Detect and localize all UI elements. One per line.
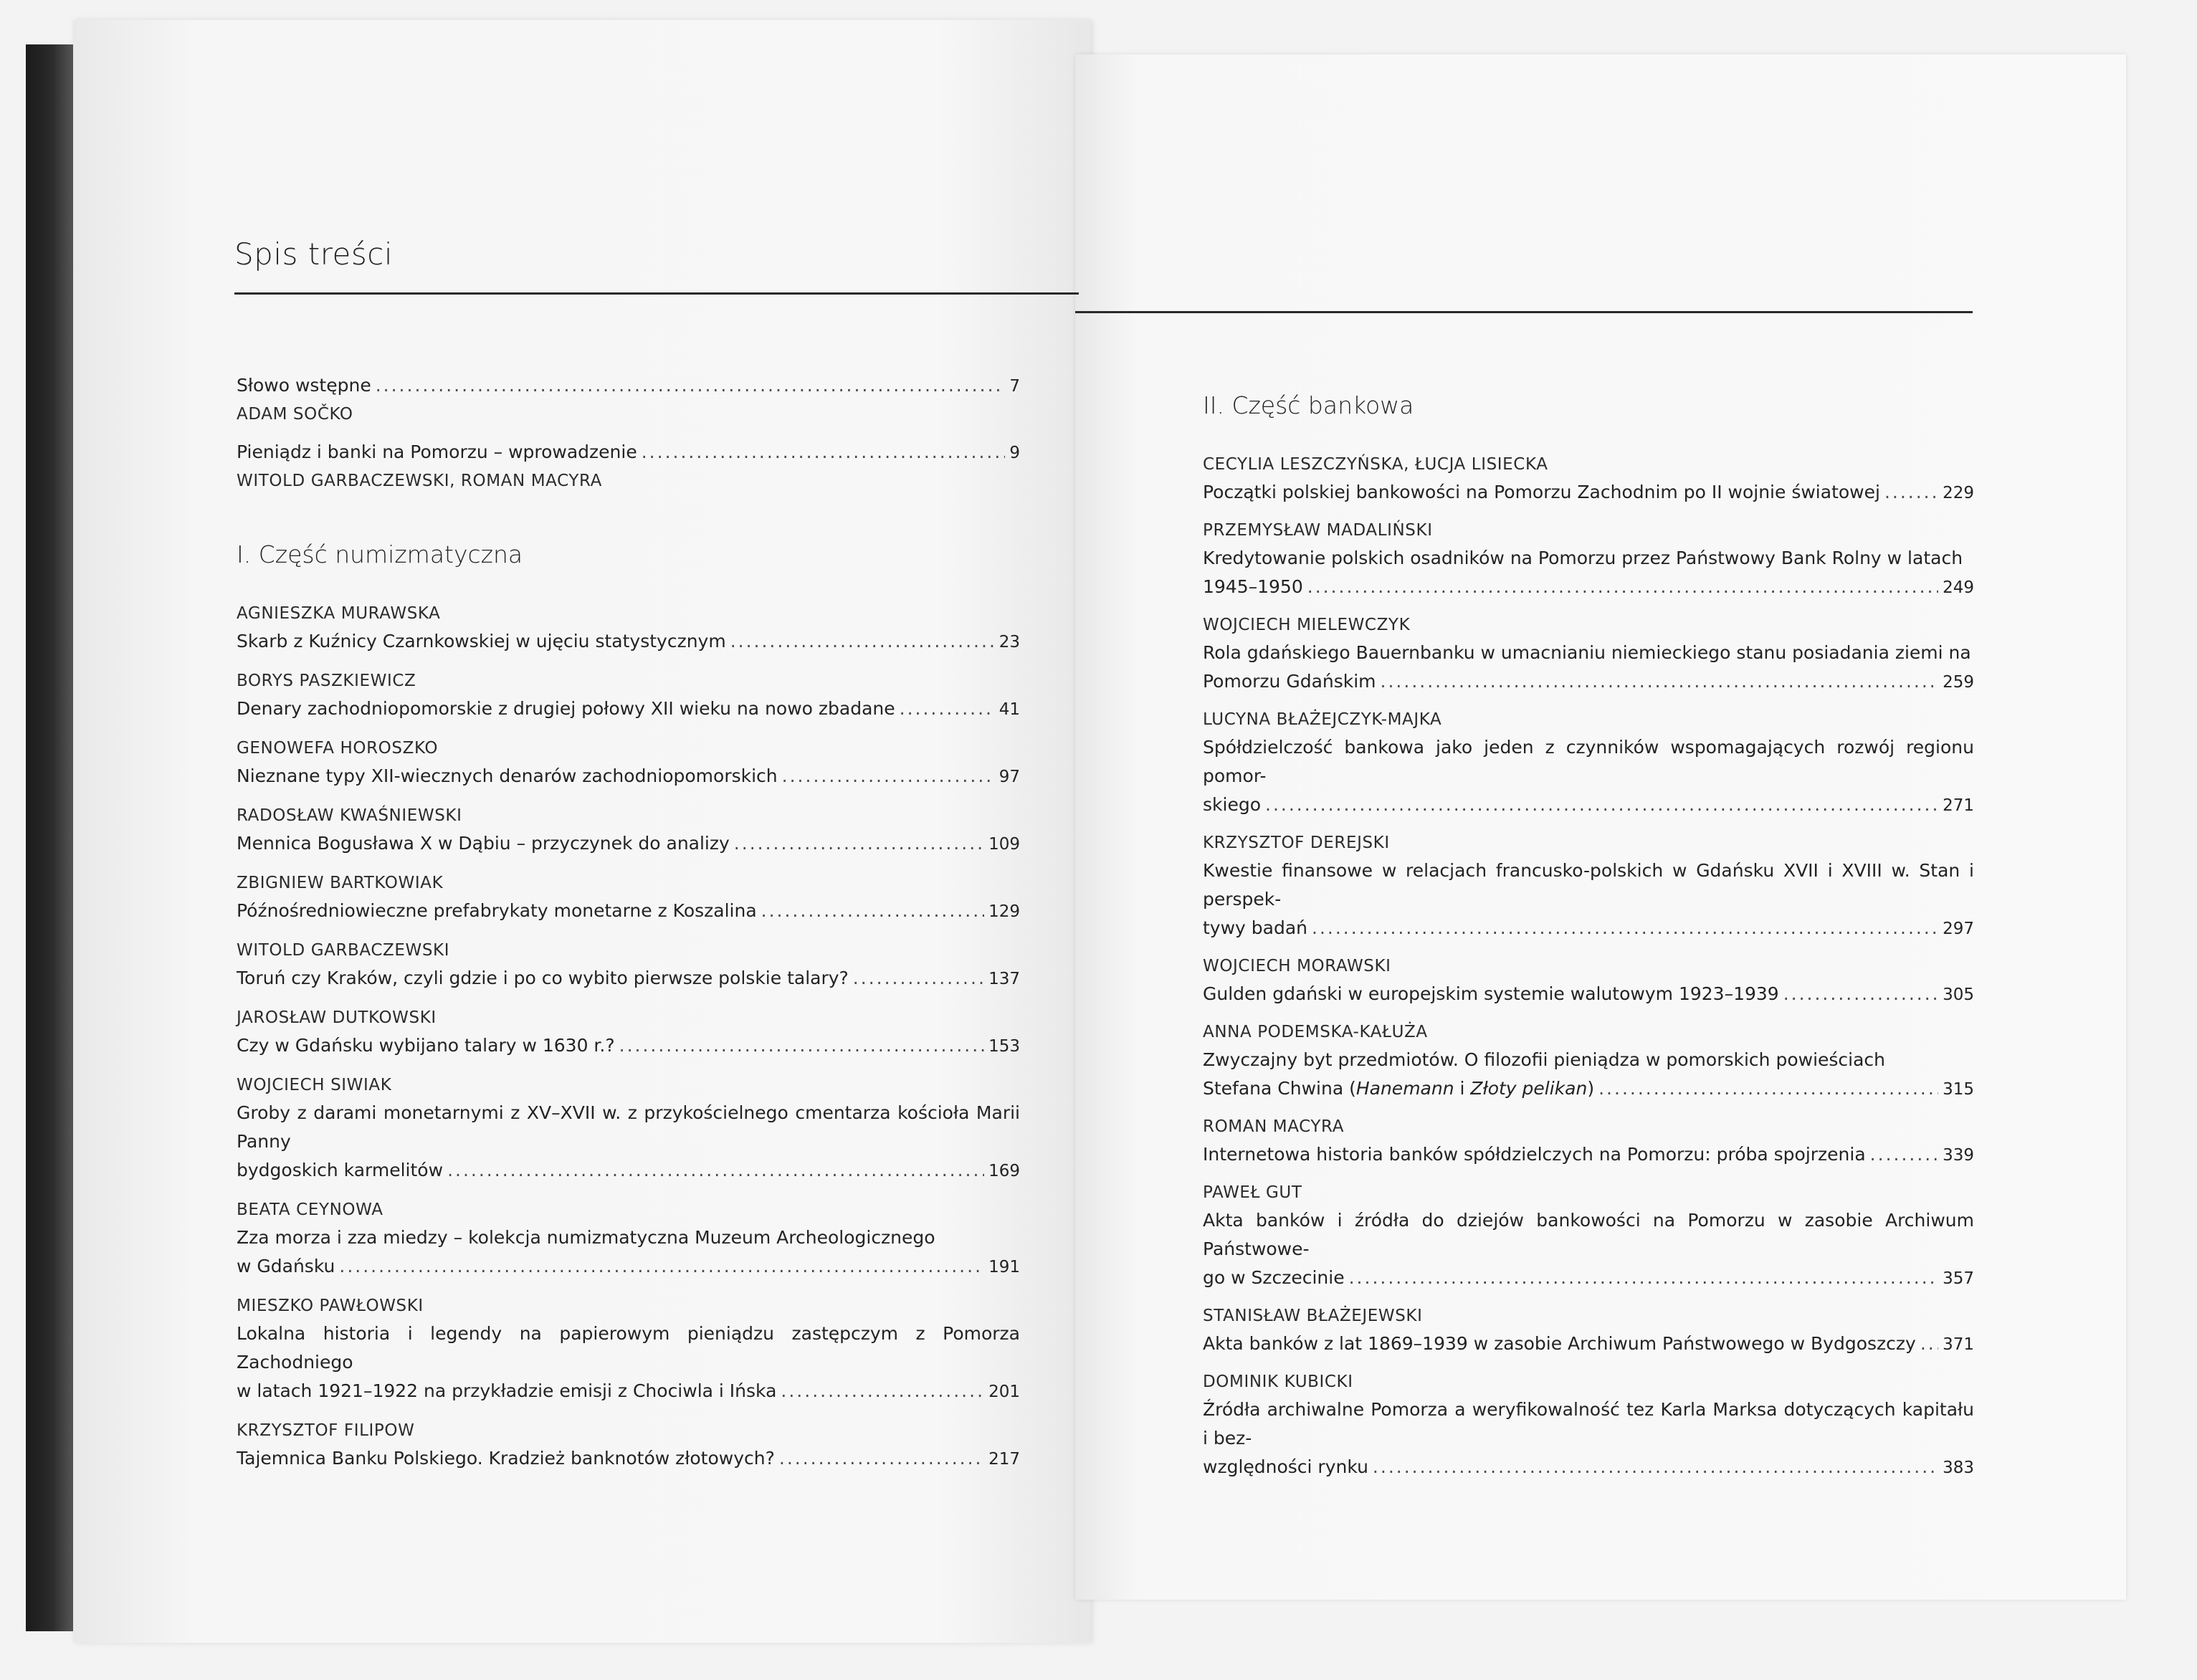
toc-entry: [1203, 706, 1974, 820]
entry-title: Tajemnica Banku Polskiego. Kradzież banknotów złotowych?: [237, 1448, 775, 1469]
page-number: 169: [988, 1162, 1020, 1180]
toc-entry-line: [1203, 791, 1974, 820]
page-title: Spis treści: [234, 237, 394, 272]
toc-entry: [1203, 1018, 1974, 1104]
entry-title-tail: [1203, 1074, 1594, 1103]
header-rule-left: [234, 292, 1079, 295]
toc-entry-line: [237, 1444, 1020, 1474]
page-number: 259: [1943, 673, 1974, 692]
entry-title-lead: Zza morza i zza miedzy – kolekcja numizmatyczna Muzeum Archeologicznego: [237, 1227, 935, 1248]
entry-title: Pieniądz i banki na Pomorzu – wprowadzenie: [237, 442, 637, 462]
toc-entry-line: [1203, 478, 1974, 507]
leader-dots: [734, 829, 984, 858]
leader-dots: [730, 627, 995, 656]
toc-entry-line: [237, 762, 1020, 791]
entry-author: WITOLD GARBACZEWSKI: [237, 941, 450, 960]
toc-left-column: [237, 371, 1020, 1474]
entry-title-tail: bydgoskich karmelitów: [237, 1160, 444, 1180]
entry-title-lead: Zwyczajny byt przedmiotów. O filozofii pieniądza w pomorskich powieściach: [1203, 1049, 1886, 1070]
page-number: 97: [999, 768, 1020, 786]
entry-author: MIESZKO PAWŁOWSKI: [237, 1297, 424, 1315]
entry-title: Toruń czy Kraków, czyli gdzie i po co wybito pierwsze polskie talary?: [237, 968, 849, 988]
title-italic: Hanemann: [1355, 1078, 1454, 1099]
page-number: 23: [999, 633, 1020, 652]
header-rule-right: [1075, 311, 1973, 313]
entry-author: BEATA CEYNOWA: [237, 1201, 383, 1219]
entry-author: STANISŁAW BŁAŻEJEWSKI: [1203, 1307, 1423, 1325]
entry-author: ADAM SOČKO: [237, 405, 353, 424]
entry-author: WOJCIECH MORAWSKI: [1203, 957, 1391, 975]
page-number: 305: [1943, 985, 1974, 1004]
toc-entry-intro: [237, 438, 1020, 495]
entry-title-tail: skiego: [1203, 794, 1261, 815]
entry-author: AGNIESZKA MURAWSKA: [237, 604, 441, 623]
entry-title-lead: Lokalna historia i legendy na papierowym pieniądzu zastępczym z Pomorza Zachodniego: [237, 1323, 1020, 1373]
toc-entry: [1203, 1113, 1974, 1170]
entry-author: WOJCIECH SIWIAK: [237, 1076, 392, 1094]
toc-entry: [237, 1417, 1020, 1474]
toc-entry-intro: [237, 371, 1020, 428]
entry-title-tail: względności rynku: [1203, 1456, 1368, 1477]
toc-entry: [237, 1072, 1020, 1185]
toc-entry-line: [237, 1156, 1020, 1185]
section-title: II. Część bankowa: [1203, 391, 1414, 419]
entry-title-lead: Akta banków i źródła do dziejów bankowości na Pomorzu w zasobie Archiwum Państwowe-: [1203, 1210, 1974, 1259]
toc-entry: [1203, 451, 1974, 507]
page-number: 137: [988, 970, 1020, 988]
leader-dots: [1884, 478, 1938, 507]
page-number: 315: [1943, 1080, 1974, 1099]
leader-dots: [900, 695, 995, 723]
toc-entry: [237, 802, 1020, 859]
entry-author: PAWEŁ GUT: [1203, 1183, 1302, 1202]
entry-title-lead: Źródła archiwalne Pomorza a weryfikowalność tez Karla Marksa dotyczących kapitału i bez-: [1203, 1399, 1974, 1448]
entry-title: Skarb z Kuźnicy Czarnkowskiej w ujęciu statystycznym: [237, 631, 726, 652]
leader-dots: [447, 1156, 984, 1185]
toc-entry-line: [237, 1252, 1020, 1282]
entry-title: Mennica Bogusława X w Dąbiu – przyczynek do analizy: [237, 833, 730, 854]
toc-entry: [1203, 517, 1974, 602]
page-number: 41: [999, 700, 1020, 719]
entry-title-lead: Spółdzielczość bankowa jako jeden z czynników wspomagających rozwój regionu pomor-: [1203, 737, 1974, 786]
page-number: 109: [988, 835, 1020, 854]
entry-title: Początki polskiej bankowości na Pomorzu Zachodnim po II wojnie światowej: [1203, 482, 1880, 502]
page-number: 201: [988, 1383, 1020, 1401]
toc-entry: [237, 600, 1020, 657]
leader-dots: [853, 964, 984, 993]
entry-title-lead: Kwestie finansowe w relacjach francusko-polskich w Gdańsku XVII i XVIII w. Stan i perspek-: [1203, 860, 1974, 910]
page-number: 383: [1943, 1459, 1974, 1477]
toc-entry: [1203, 611, 1974, 697]
toc-entry-line: [1203, 667, 1974, 697]
title-italic: Złoty pelikan: [1470, 1078, 1588, 1099]
leader-dots: [619, 1031, 984, 1060]
book-spine: [26, 44, 75, 1631]
toc-entry-line: [237, 1377, 1020, 1406]
leader-dots: [1783, 980, 1938, 1008]
entry-author: CECYLIA LESZCZYŃSKA, ŁUCJA LISIECKA: [1203, 455, 1548, 474]
entry-author: JAROSŁAW DUTKOWSKI: [237, 1008, 437, 1027]
entry-title-tail: 1945–1950: [1203, 576, 1303, 597]
leader-dots: [376, 371, 1006, 400]
toc-entry-line: [237, 371, 1020, 401]
page-number: 339: [1943, 1146, 1974, 1165]
toc-entry-line: [1203, 1140, 1974, 1170]
page-number: 7: [1009, 377, 1020, 396]
leader-dots: [1349, 1264, 1938, 1292]
entry-title: Denary zachodniopomorskie z drugiej połowy XII wieku na nowo zbadane: [237, 698, 895, 719]
toc-entry-line: [1203, 1453, 1974, 1482]
entry-title: Czy w Gdańsku wybijano talary w 1630 r.?: [237, 1035, 615, 1056]
entry-author: DOMINIK KUBICKI: [1203, 1373, 1353, 1391]
toc-entry-line: [1203, 980, 1974, 1009]
toc-entry-line: [1203, 1264, 1974, 1293]
entry-title: Gulden gdański w europejskim systemie walutowym 1923–1939: [1203, 983, 1779, 1004]
toc-entry-line: [237, 829, 1020, 859]
toc-entry-line: [1203, 573, 1974, 602]
toc-entry-line: [1203, 1074, 1974, 1104]
title-text: Stefana Chwina (: [1203, 1078, 1356, 1099]
toc-entry: [237, 1196, 1020, 1282]
toc-entry-line: [237, 964, 1020, 993]
entry-author: ZBIGNIEW BARTKOWIAK: [237, 874, 444, 892]
toc-entry: [237, 1004, 1020, 1061]
leader-dots: [642, 438, 1006, 467]
page-number: 129: [988, 902, 1020, 921]
page-number: 217: [988, 1450, 1020, 1469]
toc-entry: [1203, 1179, 1974, 1293]
toc-entry: [1203, 953, 1974, 1009]
toc-entry: [1203, 1302, 1974, 1359]
entry-title-tail: go w Szczecinie: [1203, 1267, 1345, 1288]
page-number: 9: [1009, 444, 1020, 462]
entry-title-lead: Kredytowanie polskich osadników na Pomorzu przez Państwowy Bank Rolny w latach: [1203, 548, 1963, 568]
page-number: 153: [988, 1037, 1020, 1056]
entry-author: GENOWEFA HOROSZKO: [237, 739, 439, 758]
toc-entry-line: [237, 897, 1020, 926]
leader-dots: [1381, 667, 1939, 696]
toc-entry: [1203, 1368, 1974, 1482]
entry-title: Akta banków z lat 1869–1939 w zasobie Archiwum Państwowego w Bydgoszczy: [1203, 1333, 1916, 1354]
entry-author: PRZEMYSŁAW MADALIŃSKI: [1203, 521, 1433, 540]
toc-entry-line: [237, 627, 1020, 657]
entry-title-tail: tywy badań: [1203, 917, 1308, 938]
entry-author: ANNA PODEMSKA-KAŁUŻA: [1203, 1023, 1428, 1041]
page-number: 371: [1943, 1335, 1974, 1354]
leader-dots: [1870, 1140, 1938, 1169]
toc-right-column: [1203, 388, 1974, 1482]
entry-author: KRZYSZTOF FILIPOW: [237, 1421, 415, 1440]
leader-dots: [782, 762, 995, 791]
page-number: 297: [1943, 920, 1974, 938]
page-number: 271: [1943, 796, 1974, 815]
leader-dots: [1312, 914, 1938, 942]
entry-title: Nieznane typy XII-wiecznych denarów zachodniopomorskich: [237, 765, 778, 786]
leader-dots: [1265, 791, 1938, 819]
toc-entry-line: [237, 695, 1020, 724]
toc-entry-line: [237, 1031, 1020, 1061]
entry-title-lead: Rola gdańskiego Bauernbanku w umacnianiu niemieckiego stanu posiadania ziemi na: [1203, 642, 1971, 663]
toc-entry: [237, 937, 1020, 993]
toc-entry: [237, 1292, 1020, 1406]
entry-title-lead: Groby z darami monetarnymi z XV–XVII w. z przykościelnego cmentarza kościoła Marii Panny: [237, 1102, 1020, 1152]
toc-entry-line: [1203, 914, 1974, 943]
entry-author: WOJCIECH MIELEWCZYK: [1203, 616, 1411, 634]
toc-entry: [237, 667, 1020, 724]
toc-entry-line: [1203, 1330, 1974, 1359]
page-number: 249: [1943, 578, 1974, 597]
leader-dots: [761, 897, 984, 925]
toc-entry: [237, 869, 1020, 926]
entry-author: ROMAN MACYRA: [1203, 1117, 1345, 1136]
entry-title: Późnośredniowieczne prefabrykaty monetarne z Koszalina: [237, 900, 757, 921]
toc-entry: [1203, 829, 1974, 943]
entry-author: LUCYNA BŁAŻEJCZYK-MAJKA: [1203, 710, 1442, 729]
entry-title: Słowo wstępne: [237, 375, 371, 396]
leader-dots: [339, 1252, 984, 1281]
leader-dots: [1920, 1330, 1938, 1358]
leader-dots: [1307, 573, 1938, 601]
entry-author: BORYS PASZKIEWICZ: [237, 672, 416, 690]
entry-title-tail: Pomorzu Gdańskim: [1203, 671, 1376, 692]
title-text: ): [1587, 1078, 1595, 1099]
toc-entry-line: [237, 438, 1020, 467]
page-number: 229: [1943, 484, 1974, 502]
entry-title: Internetowa historia banków spółdzielczych na Pomorzu: próba spojrzenia: [1203, 1144, 1866, 1165]
entry-title-tail: w latach 1921–1922 na przykładzie emisji z Chociwla i Ińska: [237, 1380, 777, 1401]
title-text: i: [1454, 1078, 1471, 1099]
entry-title-tail: w Gdańsku: [237, 1256, 335, 1276]
page-number: 357: [1943, 1269, 1974, 1288]
leader-dots: [781, 1377, 984, 1405]
leader-dots: [1598, 1074, 1938, 1103]
leader-dots: [779, 1444, 984, 1473]
toc-entry: [237, 735, 1020, 791]
page-number: 191: [988, 1258, 1020, 1276]
leader-dots: [1373, 1453, 1938, 1481]
entry-author: WITOLD GARBACZEWSKI, ROMAN MACYRA: [237, 472, 602, 490]
entry-author: RADOSŁAW KWAŚNIEWSKI: [237, 806, 462, 825]
entry-author: KRZYSZTOF DEREJSKI: [1203, 834, 1390, 852]
section-title: I. Część numizmatyczna: [237, 540, 523, 568]
